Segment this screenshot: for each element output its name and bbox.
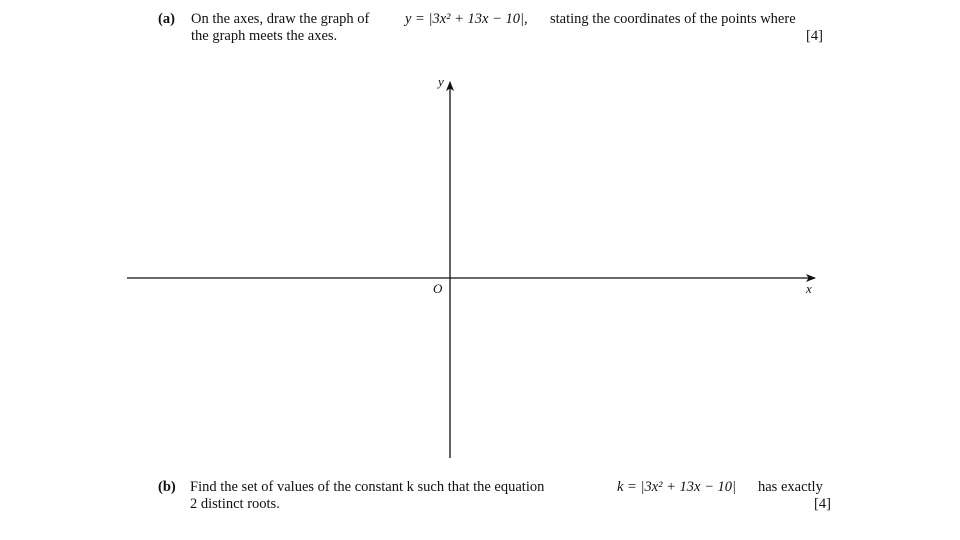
part-a-equation: y = |3x² + 13x − 10|, — [405, 11, 528, 27]
origin-label: O — [433, 281, 443, 296]
part-b-line1-before: Find the set of values of the constant k such that the equation — [190, 479, 545, 495]
part-a-line1-after: stating the coordinates of the points where — [550, 11, 796, 27]
part-a-line1-before: On the axes, draw the graph of — [191, 11, 370, 27]
part-a-line2: the graph meets the axes. — [191, 28, 338, 44]
part-b-marks: [4] — [814, 496, 831, 512]
part-a-label: (a) — [158, 11, 175, 27]
part-a-marks: [4] — [806, 28, 823, 44]
part-b-label: (b) — [158, 479, 176, 495]
y-axis-label: y — [438, 74, 444, 89]
part-b-line1-after: has exactly — [758, 479, 823, 495]
x-axis-label: x — [806, 281, 812, 296]
part-b-line2: 2 distinct roots. — [190, 496, 280, 512]
question-part-b — [158, 479, 848, 519]
part-b-equation: k = |3x² + 13x − 10| — [617, 479, 736, 495]
